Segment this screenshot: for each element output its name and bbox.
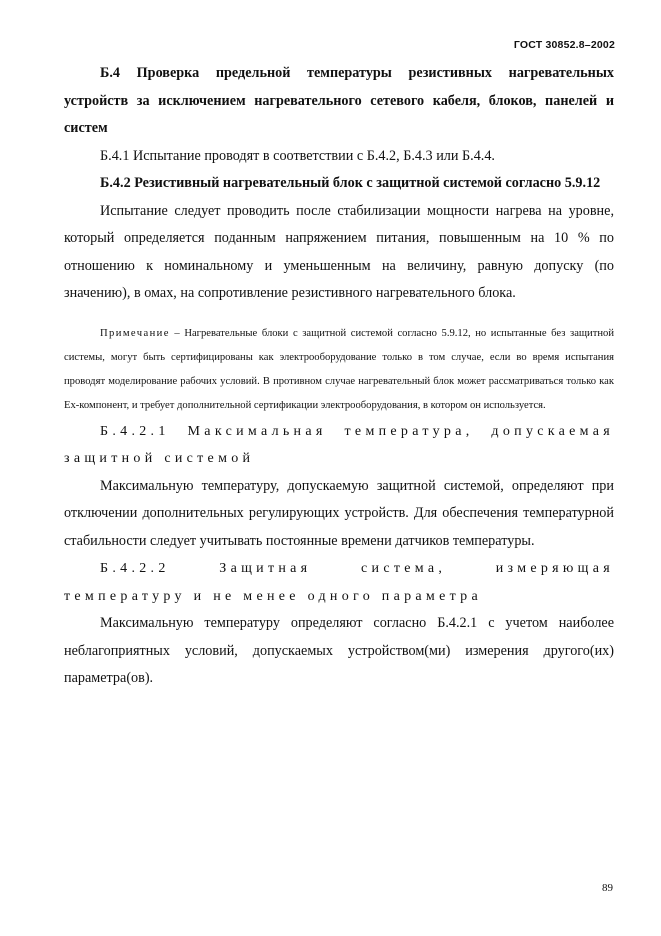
note-paragraph bbox=[64, 322, 614, 418]
note-text: – Нагревательные блоки с защитной системой согласно 5.9.12, но испытанные без защитной системы, могут быть сертифицированы как электрооборудование только в том случае, если во время испытания проводят моделирование рабочих условий. В противном случае нагревательный блок может рассматриваться только как Ex-компонент, и требует дополнительной сертификации электрооборудования, в котором он используется. bbox=[64, 327, 614, 411]
section-b4-title: Б.4 Проверка предельной температуры резистивных нагревательных устройств за исключением нагревательного сетевого кабеля, блоков, панелей и систем bbox=[64, 65, 614, 136]
section-b422-title: Б.4.2.2 Защитная система, измеряющая температуру и не менее одного параметра bbox=[64, 561, 614, 604]
page-content bbox=[64, 60, 614, 693]
section-b421-title: Б.4.2.1 Максимальная температура, допускаемая защитной системой bbox=[64, 423, 614, 466]
document-code: ГОСТ 30852.8–2002 bbox=[513, 39, 615, 51]
section-b422-text: Максимальную температуру определяют согласно Б.4.2.1 с учетом наиболее неблагоприятных условий, допускаемых устройством(ми) измерения другого(их) параметра(ов). bbox=[64, 615, 614, 686]
section-b41-text: Б.4.1 Испытание проводят в соответствии с Б.4.2, Б.4.3 или Б.4.4. bbox=[100, 147, 495, 164]
section-b42-text: Испытание следует проводить после стабилизации мощности нагрева на уровне, который определяется поданным напряжением питания, повышенным на 10 % по отношению к номинальному и уменьшенным на величину, равную допуску (по значению), в омах, на сопротивление резистивного нагревательного блока. bbox=[64, 202, 614, 301]
note-label: Примечание bbox=[100, 327, 170, 339]
section-b421-text: Максимальную температуру, допускаемую защитной системой, определяют при отключении дополнительных регулирующих устройств. Для обеспечения температурной стабильности следует учитывать постоянные времени датчиков температуры. bbox=[64, 477, 614, 549]
page-number: 89 bbox=[602, 882, 613, 894]
section-b42-title: Б.4.2 Резистивный нагревательный блок с защитной системой согласно 5.9.12 bbox=[100, 175, 601, 191]
